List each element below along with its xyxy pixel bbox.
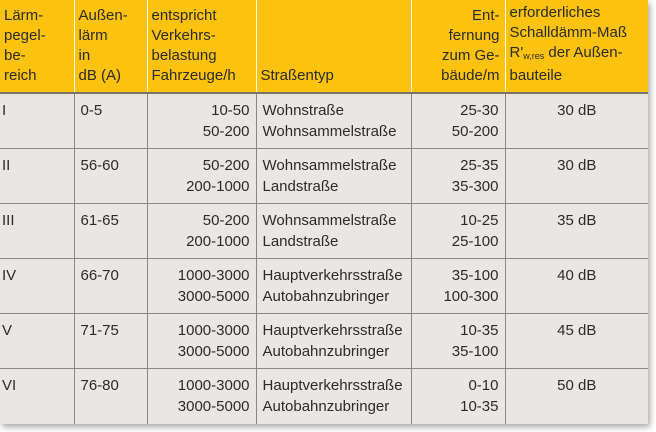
- cell-noise: 0-5: [74, 93, 147, 148]
- cell-line: 200-1000: [186, 232, 250, 250]
- cell-noise: 61-65: [74, 203, 147, 258]
- cell-line: Landstraße: [262, 177, 339, 195]
- cell-line: 35-300: [451, 177, 499, 195]
- header-text: dB (A): [78, 67, 122, 84]
- cell-traffic: [147, 313, 256, 368]
- cell-traffic: [147, 93, 256, 148]
- cell-road: [256, 93, 411, 148]
- cell-line: 0-10: [468, 376, 499, 394]
- header-text: Verkehrs-: [151, 27, 216, 44]
- cell-road: [256, 313, 411, 368]
- cell-line: 1000-3000: [177, 266, 250, 284]
- cell-line: 50-200: [202, 156, 250, 174]
- cell-distance: [411, 203, 505, 258]
- cell-line: Hauptverkehrsstraße: [262, 266, 403, 284]
- header-text: lärm: [78, 27, 108, 44]
- cell-line: Hauptverkehrsstraße: [262, 321, 403, 339]
- cell-line: 25-100: [451, 232, 499, 250]
- header-text: in: [78, 47, 91, 64]
- header-text: der Außen-: [544, 44, 623, 61]
- cell-road: [256, 203, 411, 258]
- cell-line: 10-50: [211, 102, 250, 119]
- header-road-type: [256, 0, 411, 93]
- cell-line: 50-200: [202, 211, 250, 229]
- header-text: be-: [4, 47, 26, 64]
- cell-range: I: [0, 93, 74, 148]
- cell-road: [256, 258, 411, 313]
- header-subscript: w,res: [523, 51, 545, 61]
- cell-line: Wohnstraße: [262, 102, 344, 119]
- cell-distance: [411, 368, 505, 424]
- table-row: [0, 313, 648, 368]
- table-row: [0, 203, 648, 258]
- cell-insulation: 30 dB: [505, 93, 648, 148]
- cell-insulation: 30 dB: [505, 148, 648, 203]
- cell-line: 50-200: [202, 123, 250, 140]
- cell-line: Wohnsammelstraße: [262, 211, 397, 229]
- header-text: Lärm-: [4, 7, 44, 24]
- header-sound-insulation: [505, 0, 648, 93]
- table-row: [0, 148, 648, 203]
- cell-distance: [411, 313, 505, 368]
- cell-line: Autobahnzubringer: [262, 342, 390, 360]
- cell-line: 1000-3000: [177, 321, 250, 339]
- cell-distance: [411, 258, 505, 313]
- header-text: Ent-: [471, 7, 500, 24]
- cell-insulation: 45 dB: [505, 313, 648, 368]
- cell-insulation: 35 dB: [505, 203, 648, 258]
- cell-line: 3000-5000: [177, 287, 250, 305]
- cell-line: 10-25: [460, 211, 499, 229]
- cell-road: [256, 368, 411, 424]
- cell-range: IV: [0, 258, 74, 313]
- header-traffic-load: [147, 0, 256, 93]
- header-text: Schalldämm-Maß: [509, 24, 628, 41]
- header-text: fernung: [448, 27, 500, 44]
- table-row: [0, 93, 648, 148]
- cell-line: Landstraße: [262, 232, 339, 250]
- header-text: R': [509, 44, 524, 61]
- header-outdoor-noise: [74, 0, 147, 93]
- cell-traffic: [147, 258, 256, 313]
- cell-range: III: [0, 203, 74, 258]
- cell-noise: 56-60: [74, 148, 147, 203]
- cell-noise: 66-70: [74, 258, 147, 313]
- cell-traffic: [147, 203, 256, 258]
- cell-distance: [411, 148, 505, 203]
- cell-road: [256, 148, 411, 203]
- header-text: belastung: [151, 47, 217, 64]
- cell-insulation: 40 dB: [505, 258, 648, 313]
- header-text: erforderliches: [509, 4, 601, 21]
- cell-line: Wohnsammelstraße: [262, 123, 397, 140]
- header-noise-range: [0, 0, 74, 93]
- cell-line: 3000-5000: [177, 397, 250, 415]
- cell-range: V: [0, 313, 74, 368]
- header-distance: [411, 0, 505, 93]
- cell-line: 35-100: [451, 342, 499, 360]
- header-text: bauteile: [509, 67, 563, 84]
- header-text: zum Ge-: [441, 47, 500, 64]
- header-text: pegel-: [4, 27, 46, 44]
- cell-line: 10-35: [460, 321, 499, 339]
- cell-traffic: [147, 368, 256, 424]
- table-header-row: [0, 0, 648, 93]
- cell-line: 200-1000: [186, 177, 250, 195]
- cell-line: 25-30: [460, 102, 499, 119]
- cell-line: Wohnsammelstraße: [262, 156, 397, 174]
- cell-line: Autobahnzubringer: [262, 287, 390, 305]
- cell-range: VI: [0, 368, 74, 424]
- cell-noise: 71-75: [74, 313, 147, 368]
- cell-insulation: 50 dB: [557, 376, 597, 394]
- cell-line: 50-200: [451, 123, 499, 140]
- cell-line: 100-300: [443, 287, 499, 305]
- cell-line: 10-35: [460, 397, 499, 415]
- table-row: [0, 368, 648, 424]
- cell-line: 1000-3000: [177, 376, 250, 394]
- header-text: Straßentyp: [260, 67, 334, 84]
- header-text: entspricht: [151, 7, 217, 24]
- cell-line: Autobahnzubringer: [262, 397, 390, 415]
- cell-noise: 76-80: [74, 368, 147, 424]
- cell-line: 3000-5000: [177, 342, 250, 360]
- cell-line: 35-100: [451, 266, 499, 284]
- cell-distance: [411, 93, 505, 148]
- cell-line: Hauptverkehrsstraße: [262, 376, 403, 394]
- header-text: Außen-: [78, 7, 128, 24]
- cell-traffic: [147, 148, 256, 203]
- cell-range: II: [0, 148, 74, 203]
- header-text: Fahrzeuge/h: [151, 67, 236, 84]
- header-text: bäude/m: [441, 67, 500, 84]
- cell-line: 25-35: [460, 156, 499, 174]
- header-text: reich: [4, 67, 37, 84]
- table-row: [0, 258, 648, 313]
